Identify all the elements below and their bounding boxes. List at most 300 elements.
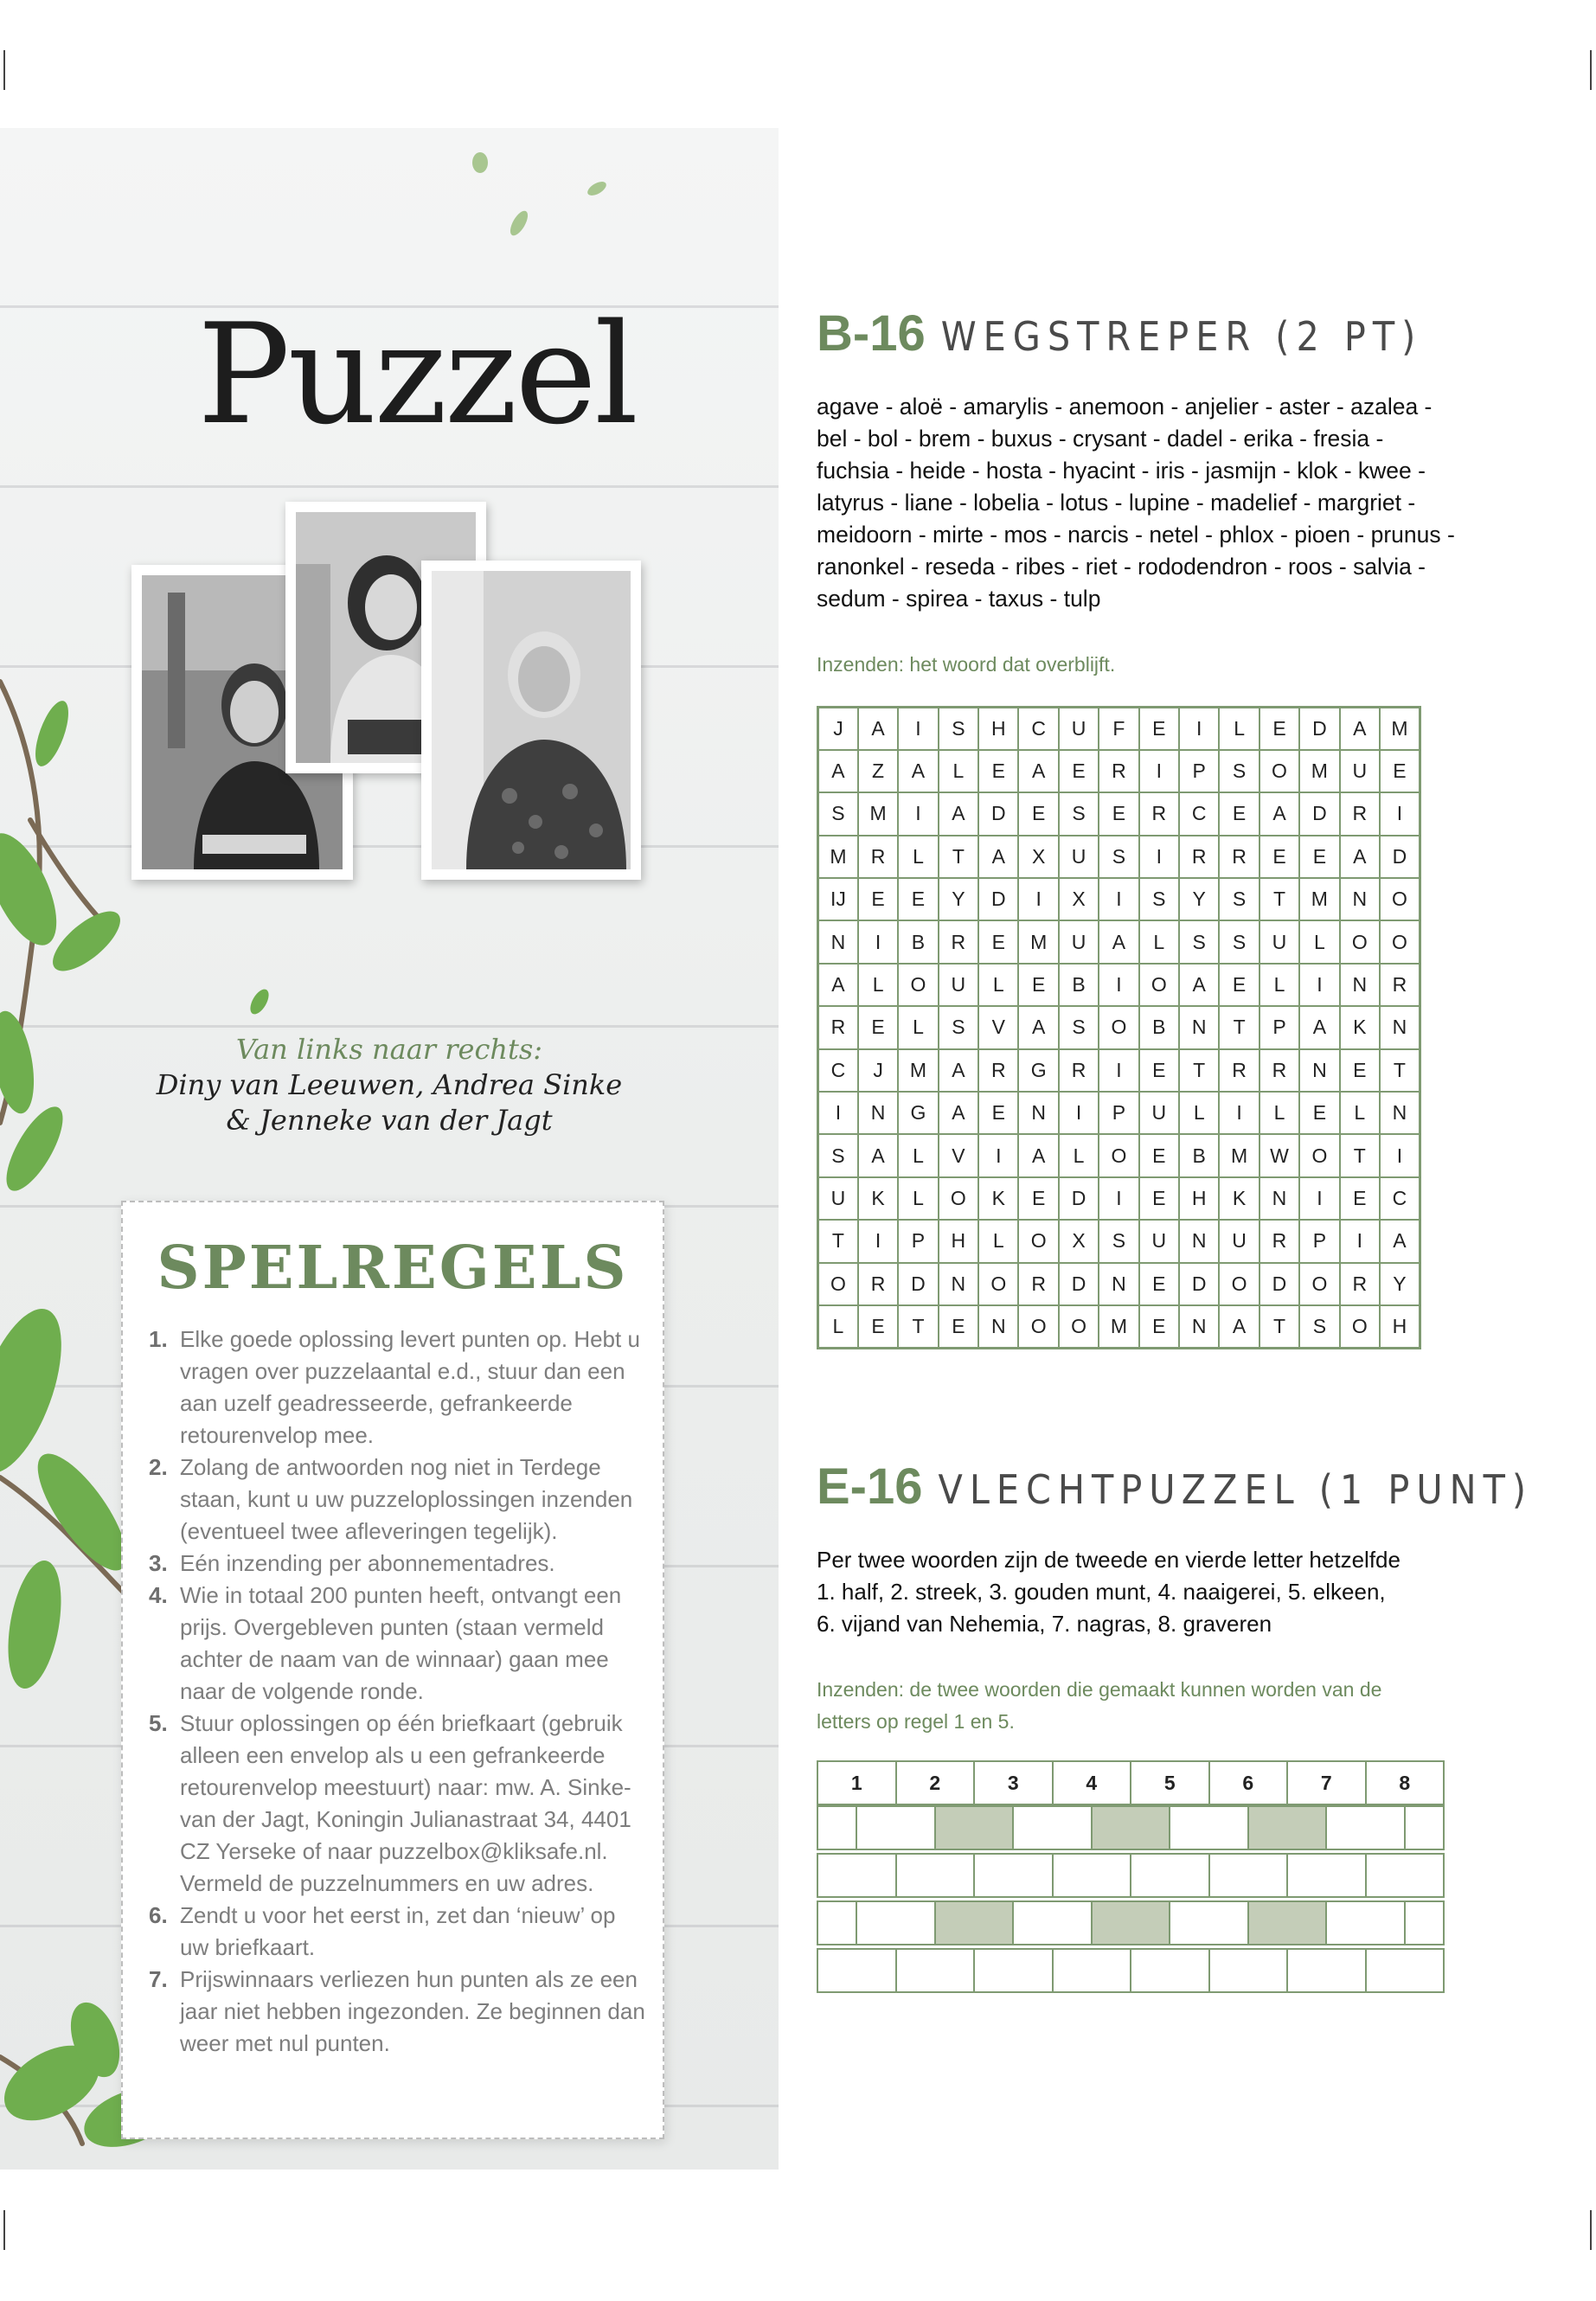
grid-cell: A	[939, 792, 978, 835]
grid-cell: M	[1219, 1134, 1259, 1176]
grid-cell: E	[1299, 836, 1339, 878]
grid-row	[818, 920, 1420, 963]
grid-cell: L	[1139, 920, 1179, 963]
grid-cell: R	[1099, 750, 1138, 792]
vlecht-shaded-cell	[934, 1900, 1015, 1945]
grid-cell: O	[939, 1177, 978, 1220]
grid-cell: IJ	[818, 878, 858, 920]
vlecht-input-cell[interactable]	[856, 1805, 936, 1850]
grid-cell: U	[1139, 1220, 1179, 1262]
grid-cell: R	[1018, 1263, 1058, 1305]
grid-cell: E	[1018, 792, 1058, 835]
grid-cell: E	[1139, 1263, 1179, 1305]
crop-mark-top-left	[3, 50, 5, 90]
grid-cell: Z	[858, 750, 898, 792]
caption-line-1: Van links naar rechts:	[235, 1033, 543, 1066]
rule-number: 5.	[149, 1710, 168, 1736]
grid-cell: H	[1179, 1177, 1219, 1220]
grid-cell: T	[1340, 1134, 1380, 1176]
grid-cell: E	[1139, 708, 1179, 750]
grid-cell: E	[1259, 708, 1299, 750]
grid-cell: E	[858, 878, 898, 920]
e16-submit-line-2: letters op regel 1 en 5.	[817, 1710, 1015, 1733]
grid-cell: M	[1299, 750, 1339, 792]
vlecht-number-cell: 3	[973, 1760, 1054, 1805]
grid-cell: U	[1259, 920, 1299, 963]
grid-cell: S	[1099, 836, 1138, 878]
grid-cell: O	[1018, 1305, 1058, 1348]
grid-cell: E	[858, 1006, 898, 1048]
grid-cell: C	[1380, 1177, 1420, 1220]
rule-text: Zolang de antwoorden nog niet in Terdege staan, kunt u uw puzzeloplossingen inzenden (eventueel twee afleveringen tegelijk).	[180, 1454, 633, 1544]
grid-cell: O	[1340, 920, 1380, 963]
grid-cell: S	[939, 708, 978, 750]
grid-cell: A	[1340, 708, 1380, 750]
grid-cell: N	[1018, 1092, 1058, 1134]
rule-item	[149, 1324, 646, 1452]
grid-cell: R	[1179, 836, 1219, 878]
grid-cell: X	[1018, 836, 1058, 878]
grid-cell: V	[978, 1006, 1018, 1048]
grid-cell: H	[1380, 1305, 1420, 1348]
grid-cell: P	[1179, 750, 1219, 792]
grid-cell: L	[1059, 1134, 1099, 1176]
grid-cell: N	[1380, 1092, 1420, 1134]
grid-cell: O	[1018, 1220, 1058, 1262]
grid-cell: U	[1059, 836, 1099, 878]
grid-cell: I	[1219, 1092, 1259, 1134]
grid-cell: O	[1099, 1134, 1138, 1176]
vlecht-input-cell[interactable]	[1012, 1805, 1093, 1850]
vlecht-edge-cell[interactable]	[817, 1900, 857, 1945]
vlecht-edge-cell[interactable]	[1404, 1900, 1445, 1945]
grid-cell: H	[939, 1220, 978, 1262]
grid-cell: N	[1340, 878, 1380, 920]
vlecht-input-cell[interactable]	[1169, 1900, 1249, 1945]
rule-number: 3.	[149, 1550, 168, 1576]
grid-cell: U	[1059, 920, 1099, 963]
grid-row	[818, 1006, 1420, 1048]
b16-word-list: agave - aloë - amarylis - anemoon - anjelier - aster - azalea - bel - bol - brem - buxus - crysant - dadel - erika - fresia - fuchsia - heide - hosta - hyacint - iris - jasmijn - klok - kwee - latyrus - liane - lobelia - lotus - lupine - madelief - margriet - meidoorn - mirte - mos - narcis - netel - phlox - pioen - prunus - ranonkel - reseda - ribes - riet - rododendron - roos - salvia - sedum - spirea - taxus - tulp	[817, 394, 1455, 612]
grid-cell: S	[818, 792, 858, 835]
portrait-image	[432, 571, 631, 869]
grid-cell: N	[939, 1263, 978, 1305]
b16-code: B-16	[817, 305, 926, 362]
grid-cell: R	[1259, 1220, 1299, 1262]
grid-cell: D	[978, 792, 1018, 835]
grid-cell: K	[858, 1177, 898, 1220]
rule-number: 4.	[149, 1582, 168, 1608]
grid-cell: N	[1299, 1049, 1339, 1092]
vlecht-input-cell[interactable]	[1012, 1900, 1093, 1945]
grid-cell: T	[939, 836, 978, 878]
grid-cell: A	[1380, 1220, 1420, 1262]
vlecht-number-cell: 2	[895, 1760, 976, 1805]
grid-cell: Y	[1179, 878, 1219, 920]
grid-cell: J	[858, 1049, 898, 1092]
grid-cell: I	[1299, 1177, 1339, 1220]
grid-cell: A	[898, 750, 938, 792]
grid-cell: M	[1018, 920, 1058, 963]
rules-box	[121, 1201, 664, 2139]
grid-cell: N	[978, 1305, 1018, 1348]
grid-cell: R	[858, 836, 898, 878]
grid-cell: D	[1059, 1177, 1099, 1220]
vlecht-input-cell[interactable]	[1169, 1805, 1249, 1850]
grid-cell: I	[1139, 836, 1179, 878]
vlecht-number-cell: 6	[1208, 1760, 1289, 1805]
grid-cell: E	[1340, 1049, 1380, 1092]
vlecht-input-cell[interactable]	[1365, 1948, 1445, 1993]
caption-line-3: & Jenneke van der Jagt	[226, 1104, 553, 1137]
grid-cell: H	[978, 708, 1018, 750]
grid-row	[818, 1305, 1420, 1348]
rule-item	[149, 1708, 646, 1900]
vlecht-edge-cell[interactable]	[817, 1805, 857, 1850]
vlecht-number-cell: 1	[817, 1760, 897, 1805]
grid-cell: E	[978, 750, 1018, 792]
grid-cell: E	[1219, 792, 1259, 835]
grid-cell: I	[1380, 792, 1420, 835]
rule-number: 7.	[149, 1966, 168, 1992]
vlecht-input-cell[interactable]	[973, 1853, 1054, 1898]
grid-cell: N	[1259, 1177, 1299, 1220]
vlecht-edge-cell[interactable]	[1404, 1805, 1445, 1850]
grid-cell: L	[978, 964, 1018, 1006]
grid-cell: E	[1259, 836, 1299, 878]
grid-cell: E	[1340, 1177, 1380, 1220]
grid-cell: I	[1139, 750, 1179, 792]
vlecht-shaded-cell	[934, 1805, 1015, 1850]
grid-cell: R	[1380, 964, 1420, 1006]
grid-cell: I	[898, 708, 938, 750]
rule-text: Eén inzending per abonnementadres.	[180, 1550, 555, 1576]
grid-row	[818, 964, 1420, 1006]
grid-row	[818, 1220, 1420, 1262]
grid-cell: L	[939, 750, 978, 792]
vlecht-input-cell[interactable]	[856, 1900, 936, 1945]
grid-cell: O	[1139, 964, 1179, 1006]
grid-cell: B	[898, 920, 938, 963]
vlecht-row	[856, 1805, 1404, 1850]
grid-cell: M	[858, 792, 898, 835]
grid-cell: R	[1340, 792, 1380, 835]
vlecht-input-cell[interactable]	[1052, 1948, 1132, 1993]
grid-cell: S	[1219, 878, 1259, 920]
grid-cell: A	[1340, 836, 1380, 878]
vlecht-shaded-cell	[1091, 1805, 1171, 1850]
grid-cell: W	[1259, 1134, 1299, 1176]
vlecht-input-cell[interactable]	[1286, 1853, 1367, 1898]
grid-cell: R	[1059, 1049, 1099, 1092]
grid-cell: S	[1219, 920, 1259, 963]
grid-cell: O	[978, 1263, 1018, 1305]
grid-cell: S	[1059, 792, 1099, 835]
grid-cell: L	[1299, 920, 1339, 963]
rule-text: Elke goede oplossing levert punten op. Hebt u vragen over puzzelaantal e.d., stuur dan een aan uzelf geadresseerde, gefrankeerde retourenvelop mee.	[180, 1326, 640, 1448]
grid-cell: L	[978, 1220, 1018, 1262]
grid-cell: E	[1299, 1092, 1339, 1134]
grid-cell: A	[818, 750, 858, 792]
grid-cell: T	[1259, 878, 1299, 920]
grid-cell: O	[1340, 1305, 1380, 1348]
grid-cell: A	[858, 1134, 898, 1176]
grid-cell: E	[1139, 1177, 1179, 1220]
grid-cell: N	[858, 1092, 898, 1134]
rule-number: 2.	[149, 1454, 168, 1480]
grid-cell: R	[1219, 836, 1259, 878]
grid-cell: I	[1099, 964, 1138, 1006]
grid-cell: I	[818, 1092, 858, 1134]
vlecht-row	[817, 1948, 1443, 1993]
grid-cell: M	[1299, 878, 1339, 920]
grid-cell: A	[1018, 750, 1058, 792]
e16-desc-line-2: 1. half, 2. streek, 3. gouden munt, 4. naaigerei, 5. elkeen,	[817, 1579, 1386, 1605]
rule-number: 1.	[149, 1326, 168, 1352]
grid-cell: I	[1099, 1049, 1138, 1092]
grid-cell: E	[1059, 750, 1099, 792]
grid-cell: T	[1259, 1305, 1299, 1348]
grid-cell: E	[1139, 1134, 1179, 1176]
grid-cell: L	[1259, 1092, 1299, 1134]
grid-cell: I	[1179, 708, 1219, 750]
grid-cell: D	[898, 1263, 938, 1305]
grid-cell: S	[1139, 878, 1179, 920]
grid-cell: O	[1299, 1263, 1339, 1305]
grid-cell: S	[1179, 920, 1219, 963]
grid-row	[818, 1134, 1420, 1176]
grid-cell: L	[898, 1006, 938, 1048]
grid-cell: O	[1299, 1134, 1339, 1176]
grid-cell: A	[939, 1092, 978, 1134]
grid-cell: E	[978, 1092, 1018, 1134]
grid-cell: R	[978, 1049, 1018, 1092]
grid-cell: I	[978, 1134, 1018, 1176]
grid-cell: P	[1259, 1006, 1299, 1048]
e16-submit-line-1: Inzenden: de twee woorden die gemaakt kunnen worden van de	[817, 1678, 1382, 1701]
grid-cell: K	[978, 1177, 1018, 1220]
grid-cell: A	[1099, 920, 1138, 963]
vlecht-input-cell[interactable]	[1130, 1853, 1210, 1898]
grid-cell: R	[939, 920, 978, 963]
grid-row	[818, 836, 1420, 878]
grid-cell: E	[1099, 792, 1138, 835]
grid-cell: K	[1340, 1006, 1380, 1048]
grid-cell: B	[1059, 964, 1099, 1006]
vlecht-input-cell[interactable]	[817, 1853, 897, 1898]
grid-cell: T	[818, 1220, 858, 1262]
grid-cell: S	[939, 1006, 978, 1048]
grid-cell: E	[978, 920, 1018, 963]
grid-cell: N	[1099, 1263, 1138, 1305]
e16-desc-line-3: 6. vijand van Nehemia, 7. nagras, 8. graveren	[817, 1611, 1272, 1637]
grid-cell: E	[1380, 750, 1420, 792]
grid-cell: E	[858, 1305, 898, 1348]
grid-row	[818, 792, 1420, 835]
vlecht-input-cell[interactable]	[1208, 1853, 1289, 1898]
grid-cell: E	[939, 1305, 978, 1348]
grid-cell: I	[1018, 878, 1058, 920]
grid-cell: U	[1219, 1220, 1259, 1262]
grid-cell: L	[1179, 1092, 1219, 1134]
e16-heading	[817, 1458, 1533, 1516]
page-title: Puzzel	[197, 293, 637, 455]
vlecht-input-cell[interactable]	[895, 1853, 976, 1898]
grid-cell: O	[898, 964, 938, 1006]
grid-cell: T	[1219, 1006, 1259, 1048]
grid-cell: D	[1380, 836, 1420, 878]
grid-cell: R	[1259, 1049, 1299, 1092]
grid-cell: I	[1099, 1177, 1138, 1220]
grid-cell: I	[1340, 1220, 1380, 1262]
b16-name: WEGSTREPER (2 PT)	[940, 313, 1423, 360]
crop-mark-top-right	[1590, 50, 1592, 90]
grid-cell: D	[1179, 1263, 1219, 1305]
grid-cell: A	[858, 708, 898, 750]
grid-cell: K	[1219, 1177, 1259, 1220]
grid-cell: Y	[1380, 1263, 1420, 1305]
word-search-grid	[817, 706, 1421, 1349]
caption-line-2: Diny van Leeuwen, Andrea Sinke	[156, 1068, 623, 1101]
grid-row	[818, 1177, 1420, 1220]
grid-cell: G	[1018, 1049, 1058, 1092]
rule-item	[149, 1580, 646, 1708]
rule-text: Wie in totaal 200 punten heeft, ontvangt een prijs. Overgebleven punten (staan vermeld achter de naam van de winnaar) gaan mee naar de volgende ronde.	[180, 1582, 622, 1704]
vlecht-number-cell: 7	[1286, 1760, 1367, 1805]
rule-item	[149, 1548, 646, 1580]
vlecht-number-cell: 8	[1365, 1760, 1445, 1805]
vlecht-input-cell[interactable]	[1052, 1853, 1132, 1898]
grid-cell: V	[939, 1134, 978, 1176]
grid-cell: X	[1059, 1220, 1099, 1262]
e16-desc-line-1: Per twee woorden zijn de tweede en vierde letter hetzelfde	[817, 1547, 1401, 1573]
vlecht-row	[856, 1900, 1404, 1945]
grid-cell: O	[1380, 878, 1420, 920]
grid-cell: X	[1059, 878, 1099, 920]
grid-cell: A	[939, 1049, 978, 1092]
grid-cell: N	[1179, 1220, 1219, 1262]
grid-cell: T	[1380, 1049, 1420, 1092]
grid-cell: R	[1139, 792, 1179, 835]
grid-cell: L	[898, 1134, 938, 1176]
grid-cell: U	[818, 1177, 858, 1220]
vlecht-input-cell[interactable]	[817, 1948, 897, 1993]
grid-cell: U	[1340, 750, 1380, 792]
vlecht-shaded-cell	[1091, 1900, 1171, 1945]
grid-cell: S	[1299, 1305, 1339, 1348]
grid-cell: S	[1059, 1006, 1099, 1048]
grid-cell: M	[818, 836, 858, 878]
grid-cell: L	[1259, 964, 1299, 1006]
grid-cell: B	[1139, 1006, 1179, 1048]
rules-list	[149, 1324, 646, 2060]
grid-cell: D	[1299, 708, 1339, 750]
grid-cell: P	[898, 1220, 938, 1262]
grid-cell: B	[1179, 1134, 1219, 1176]
b16-heading	[817, 304, 1422, 362]
grid-cell: D	[1259, 1263, 1299, 1305]
grid-cell: P	[1299, 1220, 1339, 1262]
grid-cell: C	[1179, 792, 1219, 835]
vlecht-shaded-cell	[1247, 1900, 1328, 1945]
vlecht-input-cell[interactable]	[1130, 1948, 1210, 1993]
grid-cell: C	[818, 1049, 858, 1092]
grid-cell: D	[978, 878, 1018, 920]
grid-cell: U	[1139, 1092, 1179, 1134]
photo-jenneke-van-der-jagt	[421, 561, 641, 880]
rule-number: 6.	[149, 1902, 168, 1928]
e16-submit-note	[817, 1674, 1381, 1738]
crop-mark-bottom-left	[3, 2210, 5, 2250]
vlechtpuzzel-grid	[817, 1760, 1443, 1994]
vlecht-input-cell[interactable]	[1325, 1805, 1406, 1850]
grid-cell: M	[1099, 1305, 1138, 1348]
grid-cell: J	[818, 708, 858, 750]
grid-cell: O	[1219, 1263, 1259, 1305]
grid-cell: E	[1139, 1305, 1179, 1348]
grid-cell: A	[1018, 1006, 1058, 1048]
grid-cell: Y	[939, 878, 978, 920]
grid-row	[818, 708, 1420, 750]
rule-text: Zendt u voor het eerst in, zet dan ‘nieuw’ op uw briefkaart.	[180, 1902, 616, 1960]
grid-cell: D	[1059, 1263, 1099, 1305]
grid-cell: R	[1340, 1263, 1380, 1305]
vlecht-input-cell[interactable]	[1365, 1853, 1445, 1898]
grid-cell: M	[1380, 708, 1420, 750]
vlecht-input-cell[interactable]	[973, 1948, 1054, 1993]
vlecht-number-cell: 4	[1052, 1760, 1132, 1805]
grid-cell: I	[1099, 878, 1138, 920]
grid-cell: A	[1299, 1006, 1339, 1048]
grid-cell: L	[818, 1305, 858, 1348]
grid-cell: O	[1099, 1006, 1138, 1048]
grid-cell: E	[1139, 1049, 1179, 1092]
grid-cell: A	[818, 964, 858, 1006]
grid-cell: E	[1018, 1177, 1058, 1220]
grid-cell: A	[1018, 1134, 1058, 1176]
grid-cell: F	[1099, 708, 1138, 750]
grid-cell: G	[898, 1092, 938, 1134]
grid-cell: N	[1380, 1006, 1420, 1048]
grid-cell: A	[978, 836, 1018, 878]
grid-cell: E	[1219, 964, 1259, 1006]
grid-cell: L	[858, 964, 898, 1006]
grid-cell: O	[1259, 750, 1299, 792]
grid-cell: N	[1179, 1006, 1219, 1048]
vlecht-input-cell[interactable]	[1286, 1948, 1367, 1993]
grid-cell: L	[898, 1177, 938, 1220]
e16-description	[817, 1544, 1474, 1640]
grid-cell: N	[1340, 964, 1380, 1006]
grid-cell: R	[818, 1006, 858, 1048]
rules-title: SPELREGELS	[157, 1234, 629, 1303]
vlecht-number-cell: 5	[1130, 1760, 1210, 1805]
grid-cell: L	[898, 836, 938, 878]
rule-item	[149, 1452, 646, 1548]
vlecht-input-cell[interactable]	[1208, 1948, 1289, 1993]
grid-cell: L	[1340, 1092, 1380, 1134]
rule-item	[149, 1964, 646, 2060]
rule-text: Stuur oplossingen op één briefkaart (gebruik alleen een envelop als u een gefrankeerde retourenvelop meestuurt) naar: mw. A. Sinke-van der Jagt, Koningin Julianastraat 34, 4401 CZ Yerseke of naar puzzelbox@kliksafe.nl. Vermeld de puzzelnummers en uw adres.	[180, 1710, 631, 1896]
grid-cell: I	[1059, 1092, 1099, 1134]
grid-cell: N	[818, 920, 858, 963]
grid-cell: T	[898, 1305, 938, 1348]
vlecht-input-cell[interactable]	[895, 1948, 976, 1993]
crop-mark-bottom-right	[1590, 2210, 1592, 2250]
vlecht-input-cell[interactable]	[1325, 1900, 1406, 1945]
vlecht-row	[817, 1853, 1443, 1898]
grid-cell: O	[1059, 1305, 1099, 1348]
